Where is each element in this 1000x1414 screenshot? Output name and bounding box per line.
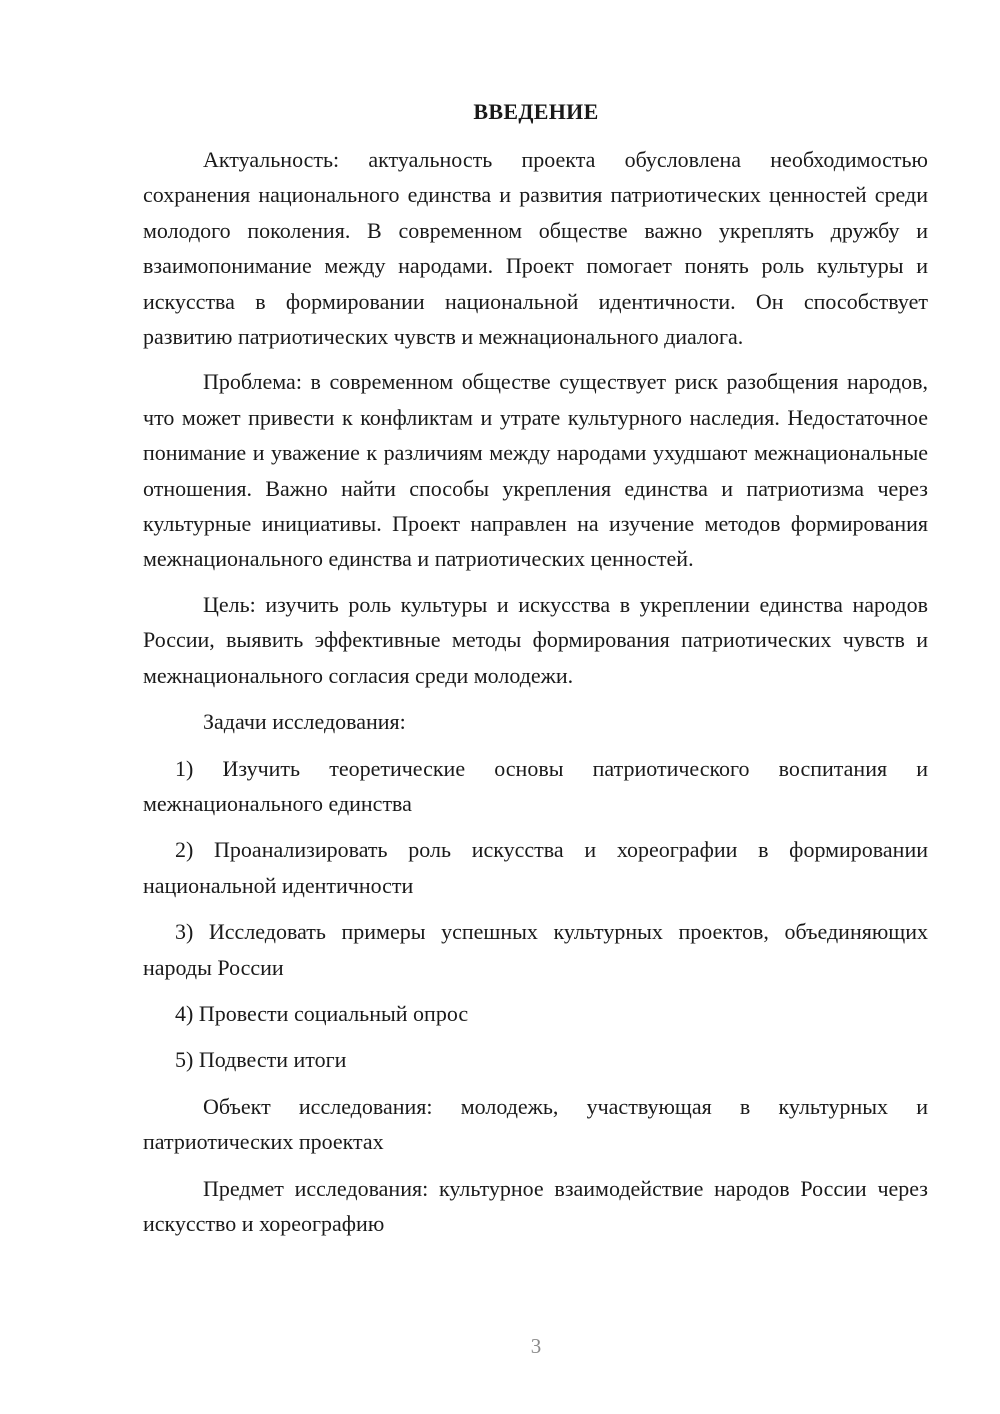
paragraph-goal: Цель: изучить роль культуры и искусства в укреплении единства народов России, выявить эффективные методы формирования патриотических чувств и межнационального согласия среди молодежи. (143, 591, 928, 688)
paragraph-subject: Предмет исследования: культурное взаимодействие народов России через искусство и хореографию (143, 1175, 928, 1236)
document-body (143, 142, 928, 1241)
page-number: 3 (530, 1334, 542, 1358)
tasks-heading: Задачи исследования: (203, 709, 406, 735)
paragraph-problem: Проблема: в современном обществе существует риск разобщения народов, что может привести к конфликтам и утрате культурного наследия. Недостаточное понимание и уважение к различиям между народами ухудшают межнациональные отношения. Важно найти способы укрепления единства и патриотизма через культурные инициативы. Проект направлен на изучение методов формирования межнационального единства и патриотических ценностей. (143, 369, 928, 572)
task-item-1: 1) Изучить теоретические основы патриотического воспитания и межнационального единства (143, 755, 928, 816)
paragraph-object: Объект исследования: молодежь, участвующая в культурных и патриотических проектах (143, 1093, 928, 1155)
task-item-5: 5) Подвести итоги (175, 1047, 347, 1073)
task-item-3: 3) Исследовать примеры успешных культурных проектов, объединяющих народы России (143, 919, 928, 980)
section-heading: ВВЕДЕНИЕ (473, 99, 599, 124)
task-item-4: 4) Провести социальный опрос (175, 1000, 469, 1026)
task-item-2: 2) Проанализировать роль искусства и хореографии в формировании национальной идентичности (143, 837, 928, 898)
paragraph-relevance: Актуальность: актуальность проекта обусловлена необходимостью сохранения национального единства и развития патриотических ценностей среди молодого поколения. В современном обществе важно укреплять дружбу и взаимопонимание между народами. Проект помогает понять роль культуры и искусства в формировании национальной идентичности. Он способствует развитию патриотических чувств и межнационального диалога. (143, 147, 928, 350)
